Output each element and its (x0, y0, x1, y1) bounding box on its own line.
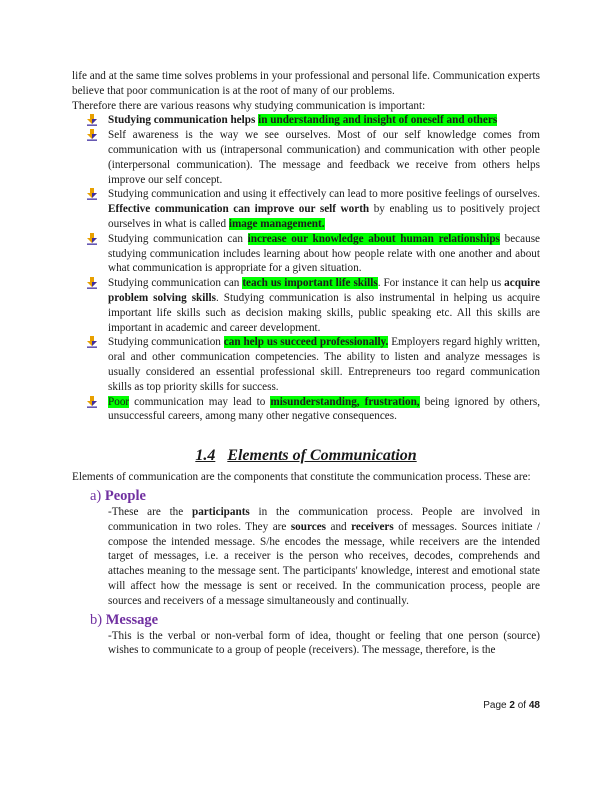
text-run: Elements of communication are the components that constitute the communication process. These are: (72, 471, 531, 484)
list-item (72, 335, 540, 394)
element-marker: b) (90, 611, 106, 628)
arrow-down-bullet-icon (86, 233, 98, 245)
text-run: because studying communication includes learning about how people relate with one another and about what communication is appropriate for a given situation. (108, 232, 541, 275)
text-run: by enabling us to positively project ourselves in what is called (108, 203, 540, 230)
paragraph (72, 99, 540, 114)
element-marker: a) (90, 487, 105, 504)
text-run: Self awareness is the way we see ourselves. Most of our self knowledge comes from communication with us (intrapersonal communication) and communication with other people (interpersonal communication). The message and feedback we receive from others helps improve our self concept. (108, 129, 540, 186)
highlighted-text: teach us important life skills (242, 277, 378, 290)
text-run: being ignored by others, unsuccessful careers, among many other negative consequences. (108, 395, 540, 423)
section-intro (72, 470, 540, 485)
bold-text: Effective communication can improve our self worth (108, 203, 370, 216)
text-run: and (326, 520, 352, 533)
list-item (72, 276, 540, 335)
text-run: Studying communication can (108, 232, 248, 245)
list-item (72, 187, 540, 231)
section-title: Elements of Communication (227, 447, 417, 465)
text-run: of messages. Sources initiate / compose the intended message. S/he encodes the message, while receivers are the intended target of messages, i.e. a receiver is the person who receives, decodes, comprehends and attaches meaning to the message sent. The participants' knowledge, interest and emotional state will affect how the message is sent or received. In the communication process, people are sources and receivers of a message simultaneously and continually. (108, 520, 541, 607)
reasons-list (72, 113, 540, 424)
intro-paragraphs (72, 69, 540, 113)
bold-text: receivers (351, 520, 394, 533)
highlighted-text: in understanding and insight of oneself and others (258, 114, 498, 127)
text-run: Studying communication can (108, 277, 243, 290)
text-run: -This is the verbal or non-verbal form of idea, thought or feeling that one person (source) wishes to communicate to a group of people (receivers). The message, therefore, is the (108, 629, 540, 657)
text-run: life and at the same time solves problems in your professional and personal life. Communication experts believe that poor communication is at the root of many of our problems. (72, 70, 540, 97)
list-item (72, 113, 540, 128)
text-run: Therefore there are various reasons why studying communication is important: (72, 99, 426, 112)
element-body (72, 629, 540, 659)
arrow-down-bullet-icon (86, 114, 98, 126)
element-title: People (104, 487, 146, 504)
bold-text: sources (290, 520, 327, 533)
list-item (72, 128, 540, 187)
arrow-down-bullet-icon (86, 336, 98, 348)
highlighted-text: can help us succeed professionally. (223, 336, 389, 349)
section-number: 1.4 (195, 447, 216, 465)
highlighted-text: Poor (108, 395, 130, 408)
bold-text: participants (191, 505, 250, 518)
list-item (72, 232, 540, 276)
footer-prefix: Page (483, 700, 510, 711)
text-run: . Studying communication is also instrumental in helping us acquire important life skills such as decision making skills, public speaking etc. All this skills are important in academic and career development. (108, 291, 540, 334)
section-heading (72, 446, 540, 466)
highlighted-text: increase our knowledge about human relationships (247, 232, 500, 245)
element-heading (90, 611, 540, 629)
highlighted-text: misunderstanding, frustration, (270, 395, 420, 408)
arrow-down-bullet-icon (86, 396, 98, 408)
text-run: Studying communication (108, 336, 224, 349)
bold-text: Studying communication helps (108, 114, 259, 127)
text-run: -These are the (108, 505, 192, 518)
total-pages: 48 (528, 700, 540, 711)
arrow-down-bullet-icon (86, 129, 98, 141)
highlighted-text: image management. (228, 217, 325, 230)
paragraph (72, 69, 540, 99)
page-footer (483, 700, 540, 711)
element-heading (90, 487, 540, 505)
current-page: 2 (509, 700, 515, 711)
arrow-down-bullet-icon (86, 277, 98, 289)
footer-sep: of (514, 700, 529, 711)
elements-list (72, 487, 540, 658)
list-item (72, 395, 540, 425)
document-page (72, 69, 540, 658)
arrow-down-bullet-icon (86, 188, 98, 200)
text-run: Studying communication and using it effectively can lead to more positive feelings of ourselves. (108, 188, 540, 201)
text-run: Employers regard highly written, oral and other communication competencies. The ability to listen and analyze messages is usually considered an essential professional skill. Entrepreneurs too regard communication skills as top priority skills for success. (108, 336, 540, 393)
text-run: communication may lead to (129, 395, 271, 408)
bold-text: acquire problem solving skills (108, 277, 540, 304)
text-run: . For instance it can help us (377, 277, 505, 290)
element-title: Message (105, 611, 159, 628)
text-run: in the communication process. People are involved in communication in two roles. They are (108, 505, 540, 533)
element-body (72, 505, 540, 609)
